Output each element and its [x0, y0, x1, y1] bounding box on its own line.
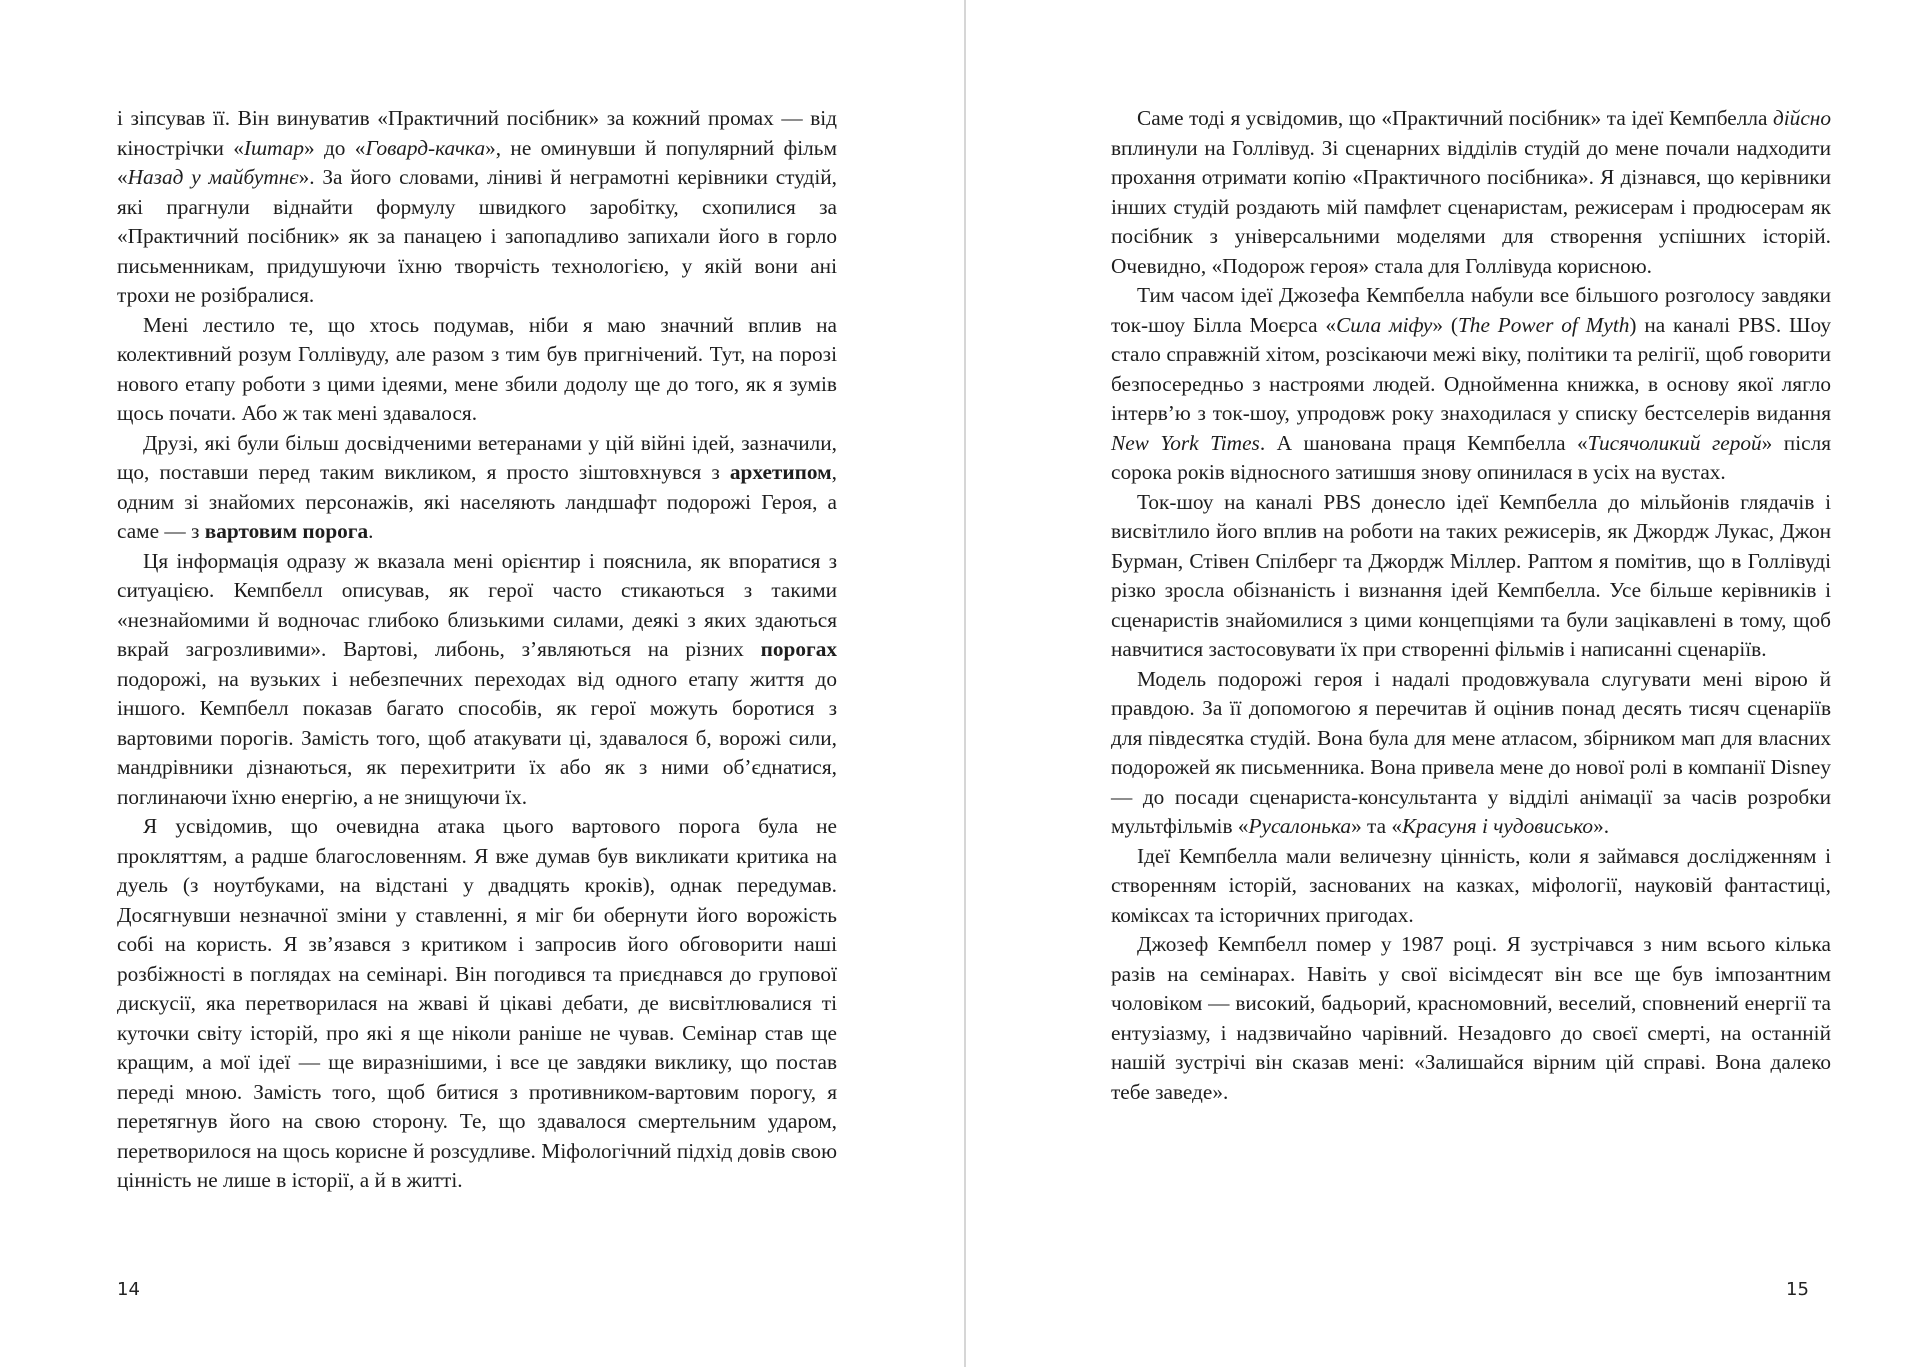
body-paragraph [1111, 665, 1831, 842]
body-paragraph [1111, 281, 1831, 488]
text-run: ». За його словами, ліниві й неграмотні керівники студій, які прагнули віднайти формулу швидкого заробітку, схопилися за «Практичний посібник» як за панацею і запопадливо запихали його в горло письменникам, придушуючи їхню творчість технологією, у якій вони ані трохи не розібралися. [117, 165, 837, 307]
text-run: » та « [1351, 814, 1403, 838]
italic-title: Красуня і чудовисько [1402, 814, 1594, 838]
text-run: . [368, 519, 374, 543]
text-run: Джозеф Кемпбелл помер у 1987 році. Я зустрічався з ним всього кілька разів на семінарах. Навіть у свої вісімдесят він все ще був імпозантним чоловіком — високий, бадьорий, красномовний, веселий, сповнений енергії та ентузіазму, і надзвичайно чарівний. Незадовго до своєї смерті, на останній нашій зустрічі він сказав мені: «Залишайся вірним цій справі. Вона далеко тебе заведе». [1111, 932, 1831, 1104]
italic-title: дійсно [1772, 106, 1831, 130]
text-run: » ( [1432, 312, 1458, 337]
text-run: Модель подорожі героя і надалі продовжувала слугувати мені вірою й правдою. За її допомогою я перечитав й оцінив понад десять тисяч сценаріїв для півдесятка студій. Вона була для мене атласом, збірником мап для власних подорожей як письменника. Вона привела мене до нової ролі в компанії Disney — до посади сценариста-консультанта у відділі анімації за часів розробки мультфільмів « [1111, 666, 1831, 838]
italic-title: Русалонька [1248, 814, 1352, 838]
italic-title: New York Times [1111, 430, 1260, 455]
body-paragraph [117, 547, 837, 813]
body-paragraph [1111, 488, 1831, 665]
text-run: Ця інформація одразу ж вказала мені орієнтир і пояснила, як впоратися з ситуацією. Кемпбелл описував, як герої часто стикаються з такими «незнайомими й водночас глибоко близькими силами, деякі з яких здаються вкрай загрозливими». Вартові, либонь, з’являються на різних [117, 548, 837, 661]
body-paragraph [117, 812, 837, 1196]
body-paragraph [1111, 930, 1831, 1107]
text-run: Мені лестило те, що хтось подумав, ніби я маю значний вплив на колективний розум Голлівуду, але разом з тим був пригнічений. Тут, на порозі нового етапу роботи з цими ідеями, мене збили додолу ще до того, як я зумів щось почати. Або ж так мені здавалося. [117, 312, 837, 425]
text-run: . А шанована праця Кемпбелла « [1259, 430, 1588, 455]
italic-title: Іштар [243, 135, 304, 160]
left-page [117, 104, 837, 1196]
italic-title: The Power of Myth [1457, 312, 1630, 337]
text-run: вплинули на Голлівуд. Зі сценарних відділів студій до мене почали надходити прохання отримати копію «Практичного посібника». Я дізнався, що керівники інших студій роздають мій памфлет сценаристам, режисерам і продюсерам як посібник з універсальними моделями для створення успішних історій. Очевидно, «Подорож героя» стала для Голлівуда корисною. [1111, 135, 1831, 278]
text-run: і зіпсував її. Він винуватив «Практичний посібник» за кожний промах — від кінострічки « [117, 106, 837, 160]
text-run: ) на каналі PBS. Шоу стало справжній хітом, розсікаючи межі віку, політики та релігії, щоб говорити безпосередньо з настроями людей. Однойменна книжка, в основу якої лягло інтерв’ю з ток-шоу, упродовж року знаходилася у списку бестселерів видання [1111, 312, 1831, 425]
italic-title: Говард-качка [365, 135, 486, 160]
italic-title: Сила міфу [1336, 312, 1433, 337]
text-run: Саме тоді я усвідомив, що «Практичний посібник» та ідеї Кемпбелла [1137, 106, 1773, 130]
text-run: Ток-шоу на каналі PBS донесло ідеї Кемпбелла до мільйонів глядачів і висвітлило його вплив на роботи на таких режисерів, як Джордж Лукас, Джон Бурман, Стівен Спілберг та Джордж Міллер. Раптом я помітив, що в Голлівуді різко зросла обізнаність і визнання ідей Кемпбелла. Усе більше керівників і сценаристів знайомилися з цими концепціями та були зацікавлені в тому, щоб навчитися застосовувати їх при створенні фільмів і написанні сценаріїв. [1111, 489, 1831, 661]
text-run: Я усвідомив, що очевидна атака цього вартового порога була не прокляттям, а радше благословенням. Я вже думав був викликати критика на дуель (з ноутбуками, на відстані у двадцять кроків), однак передумав. Досягнувши незначної зміни у ставленні, я міг би обернути його ворожість собі на користь. Я зв’язався з критиком і запросив його обговорити наші розбіжності в поглядах на семінарі. Він погодився та приєднався до групової дискусії, яка перетворилася на жваві й цікаві дебати, де висвітлювалися ті куточки світу історій, про які я ще ніколи раніше не чував. Семінар став ще кращим, а мої ідеї — ще виразнішими, і все це завдяки виклику, що постав переді мною. Замість того, щоб битися з противником-вартовим порогу, я перетягнув його на свою сторону. Те, що здавалося смертельним ударом, перетворилося на щось корисне й розсудливе. Міфологічний підхід довів свою цінність не лише в історії, а й в житті. [117, 814, 837, 1192]
body-paragraph [1111, 104, 1831, 281]
body-paragraph [117, 429, 837, 547]
text-run: », не оминувши й популярний фільм « [117, 135, 837, 189]
text-run: Друзі, які були більш досвідченими ветеранами у цій війні ідей, зазначили, що, поставши перед таким викликом, я просто зіштовхнувся з [117, 430, 837, 484]
bold-term: архетипом [729, 460, 832, 484]
bold-term: вартовим порога [204, 519, 369, 543]
page-number-right: 15 [1786, 1279, 1809, 1300]
page-gutter [964, 0, 966, 1367]
text-run: ». [1593, 814, 1610, 838]
text-run: Ідеї Кемпбелла мали величезну цінність, коли я займався дослідженням і створенням історій, заснованих на казках, міфології, науковій фантастиці, коміксах та історичних пригодах. [1111, 843, 1831, 927]
bold-term: порогах [760, 637, 837, 661]
body-paragraph [117, 104, 837, 311]
right-page [1111, 104, 1831, 1107]
page-number-left: 14 [117, 1279, 140, 1300]
body-paragraph [117, 311, 837, 429]
text-run: » після сорока років відносного затишшя знову опинилася в усіх на вустах. [1111, 430, 1831, 484]
text-run: подорожі, на вузьких і небезпечних переходах від одного етапу життя до іншого. Кемпбелл показав багато способів, як герої можуть боротися з вартовими порогів. Замість того, щоб атакувати ці, здавалося б, ворожі сили, мандрівники дізнаються, як перехитрити їх або як з ними об’єднатися, поглинаючи їхню енергію, а не знищуючи їх. [117, 666, 837, 809]
text-run: Тим часом ідеї Джозефа Кемпбелла набули все більшого розголосу завдяки ток-шоу Білла Моєрса « [1111, 283, 1831, 337]
italic-title: Тисячоликий герой [1587, 430, 1762, 455]
italic-title: Назад у майбутнє [127, 165, 299, 189]
text-run: » до « [303, 135, 366, 160]
text-run: , одним зі знайомих персонажів, які населяють ландшафт подорожі Героя, а саме — з [117, 460, 837, 543]
body-paragraph [1111, 842, 1831, 931]
